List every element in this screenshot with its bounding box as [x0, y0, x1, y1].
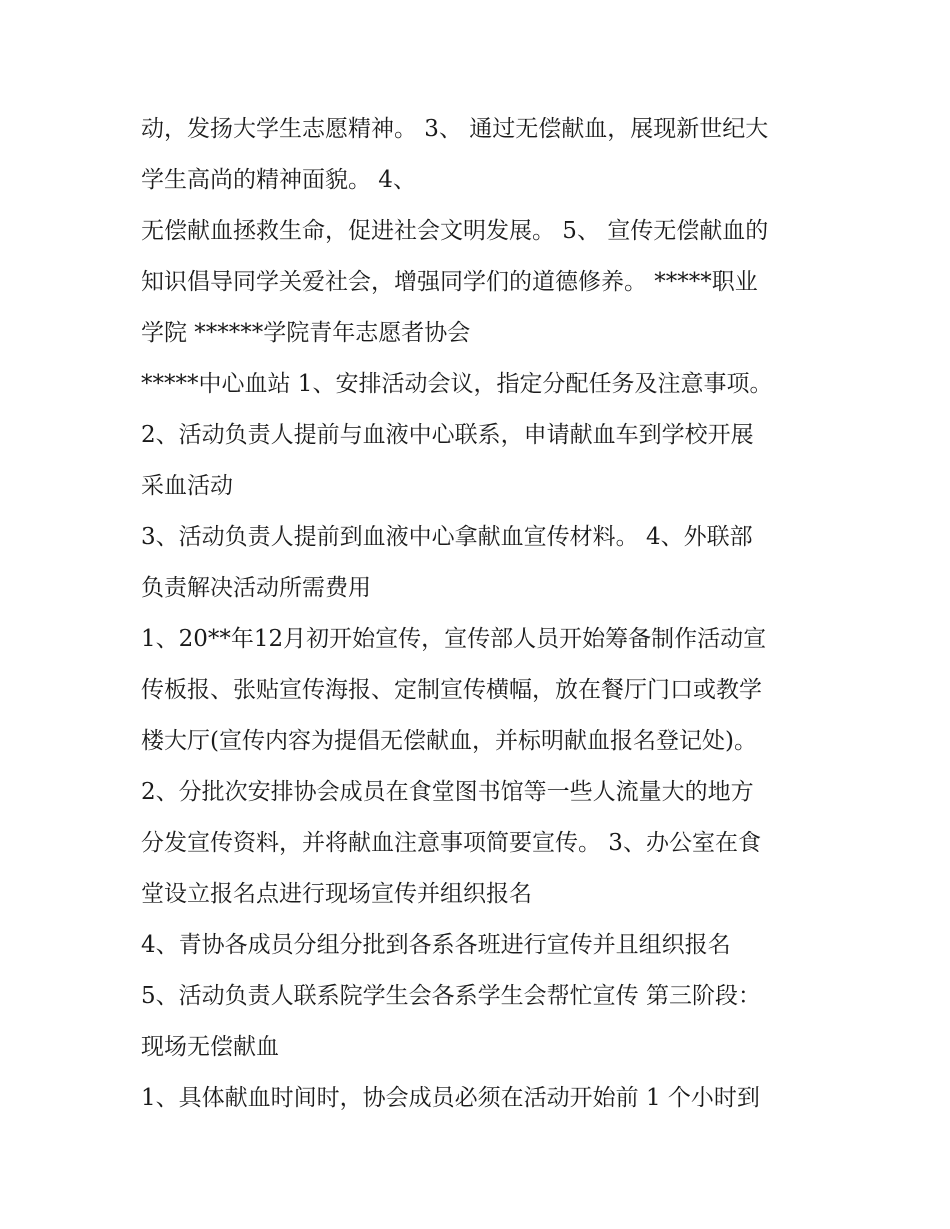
text-line: 无偿献血拯救生命，促进社会文明发展。 5、 宣传无偿献血的 [141, 218, 769, 244]
text-line: 学院 ******学院青年志愿者协会 [141, 320, 471, 346]
text-line: 1、20**年12月初开始宣传，宣传部人员开始筹备制作活动宣 [141, 626, 767, 652]
text-line: 5、活动负责人联系院学生会各系学生会帮忙宣传 第三阶段： [141, 983, 761, 1009]
text-line: 1、具体献血时间时，协会成员必须在活动开始前 1 个小时到 [141, 1085, 760, 1111]
body-text [141, 104, 841, 1124]
text-line: 传板报、张贴宣传海报、定制宣传横幅，放在餐厅门口或教学 [141, 677, 762, 703]
text-line: 4、青协各成员分组分批到各系各班进行宣传并且组织报名 [141, 932, 731, 958]
text-line: 知识倡导同学关爱社会，增强同学们的道德修养。 *****职业 [141, 269, 758, 295]
text-line: *****中心血站 1、安排活动会议，指定分配任务及注意事项。 [141, 371, 773, 397]
text-line: 现场无偿献血 [141, 1034, 279, 1060]
text-line: 学生高尚的精神面貌。 4、 [141, 167, 416, 193]
text-line: 3、活动负责人提前到血液中心拿献血宣传材料。 4、外联部 [141, 524, 753, 550]
text-line: 采血活动 [141, 473, 233, 499]
text-line: 2、分批次安排协会成员在食堂图书馆等一些人流量大的地方 [141, 779, 754, 805]
text-line: 负责解决活动所需费用 [141, 575, 371, 601]
text-line: 动，发扬大学生志愿精神。 3、 通过无偿献血，展现新世纪大 [141, 116, 769, 142]
text-line: 分发宣传资料，并将献血注意事项简要宣传。 3、办公室在食 [141, 830, 761, 856]
text-line: 堂设立报名点进行现场宣传并组织报名 [141, 881, 532, 907]
text-line: 楼大厅(宣传内容为提倡无偿献血，并标明献血报名登记处)。 [141, 728, 757, 754]
text-line: 2、活动负责人提前与血液中心联系，申请献血车到学校开展 [141, 422, 754, 448]
